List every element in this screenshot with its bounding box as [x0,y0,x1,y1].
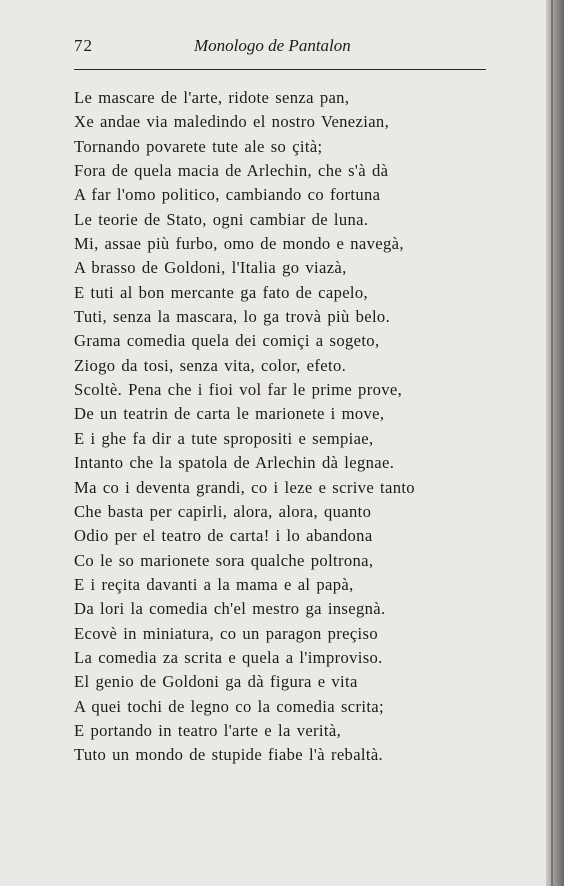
verse-line: Ziogo da tosi, senza vita, color, efeto. [74,355,347,375]
verse-line: A far l'omo politico, cambiando co fortuna [74,185,381,205]
verse-line: Xe andae via maledindo el nostro Venezian, [74,112,390,132]
verse-line: Le teorie de Stato, ogni cambiar de luna. [74,209,369,229]
verse-line: Che basta per capirli, alora, alora, quanto [74,501,372,521]
verse-line: Tornando povarete tute ale so çità; [74,136,323,156]
page-number: 72 [74,36,93,55]
verse-line: Ma co i deventa grandi, co i leze e scrive tanto [74,477,415,497]
verse-line: Ecovè in miniatura, co un paragon preçiso [74,623,378,643]
verse-line: A quei tochi de legno co la comedia scrita; [74,696,384,716]
verse-line: Tuto un mondo de stupide fiabe l'à rebaltà. [74,745,384,765]
verse-line: Grama comedia quela dei comiçi a sogeto, [74,331,380,351]
verse-line: Mi, assae più furbo, omo de mondo e navegà, [74,234,404,254]
verse-line: Odio per el teatro de carta! i lo abandona [74,526,373,546]
verse-line: Scoltè. Pena che i fioi vol far le prime prove, [74,380,403,400]
verse-line: E i ghe fa dir a tute spropositi e sempiae, [74,428,374,448]
running-title: Monologo de Pantalon [194,36,351,55]
verse-line: E i reçita davanti a la mama e al papà, [74,574,354,594]
page-header [74,36,486,58]
verse-line: A brasso de Goldoni, l'Italia go viazà, [74,258,347,278]
verse-line: El genio de Goldoni ga dà figura e vita [74,672,358,692]
verse-line: Intanto che la spatola de Arlechin dà legnae. [74,453,395,473]
verse-line: E tuti al bon mercante ga fato de capelo, [74,282,369,302]
verse-line: Da lori la comedia ch'el mestro ga insegnà. [74,599,386,619]
verse-line: E portando in teatro l'arte e la verità, [74,720,342,740]
verse-line: Co le so marionete sora qualche poltrona, [74,550,374,570]
verse-line: Le mascare de l'arte, ridote senza pan, [74,88,350,107]
verse-line: La comedia za scrita e quela a l'improviso. [74,647,383,667]
verse-line: Tuti, senza la mascara, lo ga trovà più belo. [74,307,391,327]
verse-line: Fora de quela macia de Arlechin, che s'à dà [74,161,389,181]
binding-edge [546,0,564,886]
poem-text [74,86,415,768]
header-rule [74,69,486,70]
verse-line: De un teatrin de carta le marionete i move, [74,404,385,424]
